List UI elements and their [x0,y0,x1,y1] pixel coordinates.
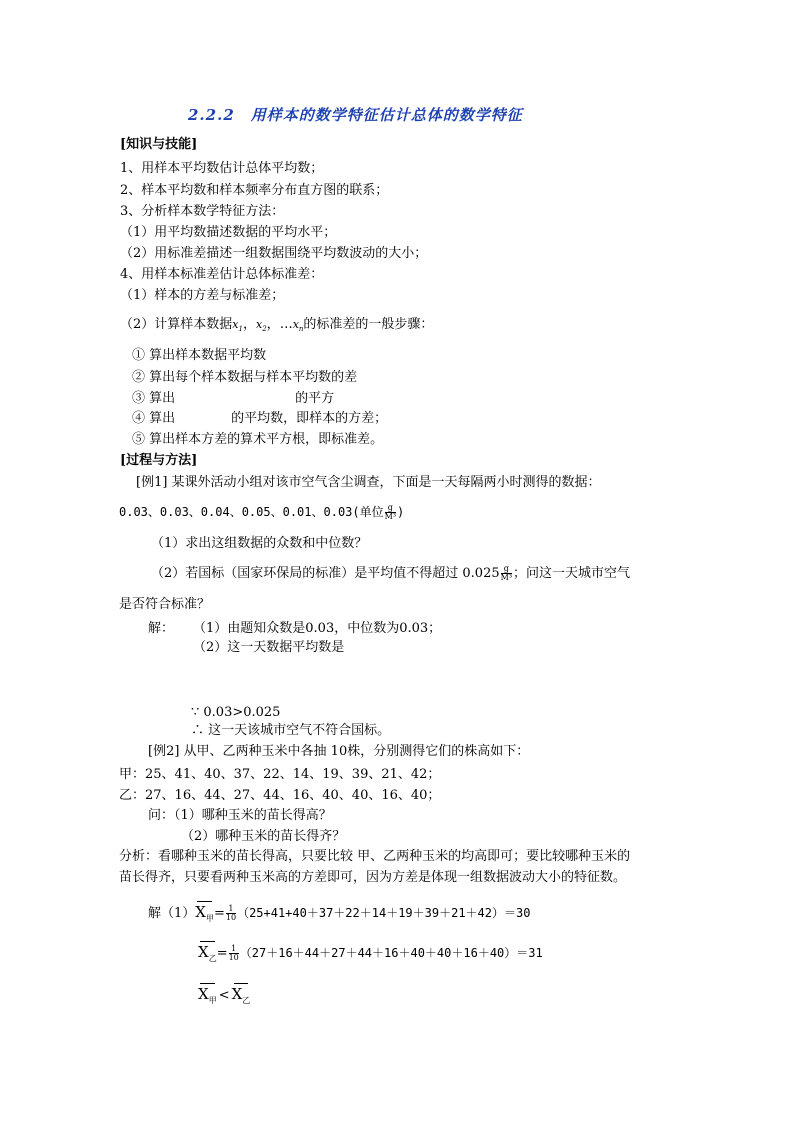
item-4-2 [120,316,433,338]
example-1: [例1] 某课外活动小组对该市空气含尘调查，下面是一天每隔两小时测得的数据： [136,475,601,490]
section-heading-process: [过程与方法] [120,453,198,468]
because-line: ∵ 0.03>0.025 [191,705,281,720]
fraction-one-tenth: $\frac{1}{10}$ [228,944,239,962]
data-yi: 乙：27、16、44、27、44、16、40、40、16、40； [119,788,441,803]
math-xn: $x_n$ [292,318,304,334]
mean-symbol-jia: $X_甲$ [195,903,214,928]
analysis-line-2: 苗长得齐，只要看两种玉米高的方差即可，因为方差是体现一组数据波动大小的特征数。 [119,870,627,885]
answer-label: 解： [148,621,175,636]
section-heading-knowledge: [知识与技能] [120,137,198,152]
item-2: 2、样本平均数和样本频率分布直方图的联系； [120,183,389,198]
ask-2: （2）哪种玉米的苗长得齐？ [181,829,346,844]
data-jia: 甲：25、41、40、37、22、14、19、39、21、42； [119,767,441,782]
calc-jia: （25+41+40＋37＋22＋14＋19＋39＋21＋42）＝30 [237,906,531,920]
question-1: （1）求出这组数据的众数和中位数？ [151,536,368,551]
step-5: ⑤ 算出样本方差的算术平方根，即标准差。 [132,432,384,447]
step-4-tail: 的平均数，即样本的方差； [231,411,388,426]
page-title: 2.2.2 用样本的数学特征估计总体的数学特征 [188,106,523,124]
mean-symbol-jia: $X_甲$ [198,985,217,1010]
step-3 [132,390,334,408]
step-4 [132,410,387,428]
step-1: ① 算出样本数据平均数 [132,348,267,363]
answer-1: （1）由题知众数是0.03，中位数为0.03； [193,621,442,636]
unit-fraction: $\frac{g}{\text{M³}}$ [500,564,513,582]
step-3-tail: 的平方 [295,391,335,406]
item-1: 1、用样本平均数估计总体平均数； [120,161,324,176]
calc-yi: （27＋16＋44＋27＋44＋16＋40＋40＋16＋40）＝31 [239,946,543,960]
solution-2-line: $X_乙=$ $\frac{1}{10}$ （27＋16＋44＋27＋44＋16＋40＋40＋16＋40）＝31 [198,943,543,968]
analysis-line-1: 分析：看哪种玉米的苗长得高，只要比较 甲、乙两种玉米的均高即可；要比较哪种玉米的 [119,849,631,864]
solution-label: 解（1） [148,906,196,921]
step-4-head: ④ 算出 [132,411,176,426]
solution-compare: $X_甲 < X_乙$ [198,985,250,1010]
item-4: 4、用样本标准差估计总体标准差： [120,267,324,282]
step-3-head: ③ 算出 [132,391,176,406]
math-x2: $x_2$ [255,318,267,334]
item-4-2-text: （2）计算样本数据 [120,317,233,332]
unit-fraction: $\frac{g}{\text{M³}}$ [384,503,397,521]
answer-2: （2）这一天数据平均数是 [193,640,345,655]
math-x1: $x_1$ [232,318,243,334]
item-4-2-tail: 的标准差的一般步骤： [303,317,434,332]
item-3-2: （2）用标准差描述一组数据围绕平均数波动的大小； [120,246,428,261]
item-3-1: （1）用平均数描述数据的平均水平； [120,225,337,240]
comma: ， [242,317,256,332]
item-3: 3、分析样本数学特征方法： [120,204,285,219]
ask-1: 问：（1）哪种玉米的苗长得高？ [148,808,332,823]
mean-symbol-yi: $X_乙$ [198,943,217,968]
example-1-data: 0.03、0.03、0.04、0.05、0.01、0.03(单位 $\frac{g}{\text{M³}}$ ) [119,503,405,521]
fraction-one-tenth: $\frac{1}{10}$ [225,904,237,922]
step-2: ② 算出每个样本数据与样本平均数的差 [132,370,358,385]
question-2-cont: 是否符合标准？ [119,597,211,612]
solution-1-line: 解$(1)X_甲=$ $\frac{1}{10}$ （25+41+40＋37＋22＋14＋19＋39＋21＋42）＝30 [148,903,530,928]
item-4-1: （1）样本的方差与标准差； [120,288,285,303]
comma: ， [266,317,280,332]
therefore-line: ∴ 这一天该城市空气不符合国标。 [191,723,391,738]
mean-symbol-yi: $X_乙$ [232,985,251,1010]
data-values: 0.03、0.03、0.04、0.05、0.01、0.03(单位 [119,505,384,519]
question-2: （2）若国标（国家环保局的标准）是平均值不得超过 0.025 $\frac{g}{\text{M³}}$ ；问这一天城市空气 [151,564,631,582]
example-2: [例2] 从甲、乙两种玉米中各抽 10株，分别测得它们的株高如下： [148,744,530,759]
ellipsis: … [279,317,293,332]
